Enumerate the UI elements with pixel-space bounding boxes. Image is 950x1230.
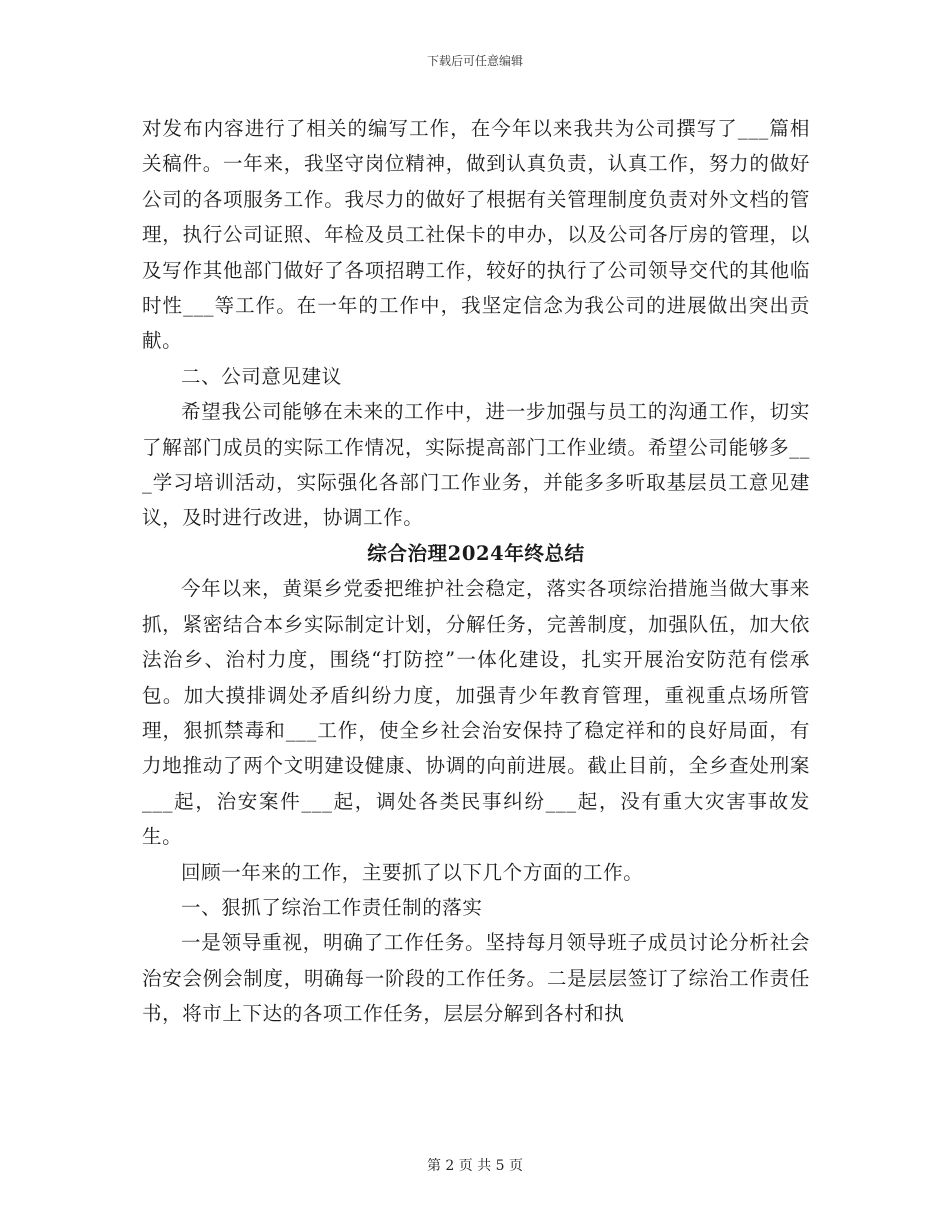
- page-number: 第 2 页 共 5 页: [426, 1158, 524, 1174]
- paragraph-leadership: 一是领导重视，明确了工作任务。坚持每月领导班子成员讨论分析社会治安会例会制度，明确每一阶段的工作任务。二是层层签订了综治工作责任书，将市上下达的各项工作任务，层层分解到各村和执: [142, 931, 810, 1026]
- section-title: 综合治理2024年终总结: [367, 541, 585, 565]
- paragraph-suggestions: 希望我公司能够在未来的工作中，进一步加强与员工的沟通工作，切实了解部门成员的实际工作情况，实际提高部门工作业绩。希望公司能够多___学习培训活动，实际强化各部门工作业务，并能多多听取基层员工意见建议，及时进行改进，协调工作。: [142, 400, 810, 530]
- page-header-note: 下载后可任意编辑: [426, 54, 523, 68]
- paragraph-annual-overview: 今年以来，黄渠乡党委把维护社会稳定，落实各项综治措施当做大事来抓，紧密结合本乡实际制定计划，分解任务，完善制度，加强队伍，加大依法治乡、治村力度，围绕“打防控”一体化建设，扎实开展治安防范有偿承包。加大摸排调处矛盾纠纷力度，加强青少年教育管理，重视重点场所管理，狠抓禁毒和___工作，使全乡社会治安保持了稳定祥和的良好局面，有力地推动了两个文明建设健康、协调的向前进展。截止目前，全乡查处刑案___起，治安案件___起，调处各类民事纠纷___起，没有重大灾害事故发生。: [142, 577, 810, 849]
- document-body: [142, 111, 810, 1032]
- heading-company-suggestions: 二、公司意见建议: [181, 364, 342, 388]
- paragraph-review-intro: 回顾一年来的工作，主要抓了以下几个方面的工作。: [181, 860, 644, 884]
- paragraph-work-summary: 对发布内容进行了相关的编写工作，在今年以来我共为公司撰写了___篇相关稿件。一年来，我坚守岗位精神，做到认真负责，认真工作，努力的做好公司的各项服务工作。我尽力的做好了根据有关管理制度负责对外文档的管理，执行公司证照、年检及员工社保卡的申办，以及公司各厅房的管理，以及写作其他部门做好了各项招聘工作，较好的执行了公司领导交代的其他临时性___等工作。在一年的工作中，我坚定信念为我公司的进展做出突出贡献。: [142, 117, 810, 353]
- heading-responsibility-system: 一、狠抓了综治工作责任制的落实: [181, 895, 483, 919]
